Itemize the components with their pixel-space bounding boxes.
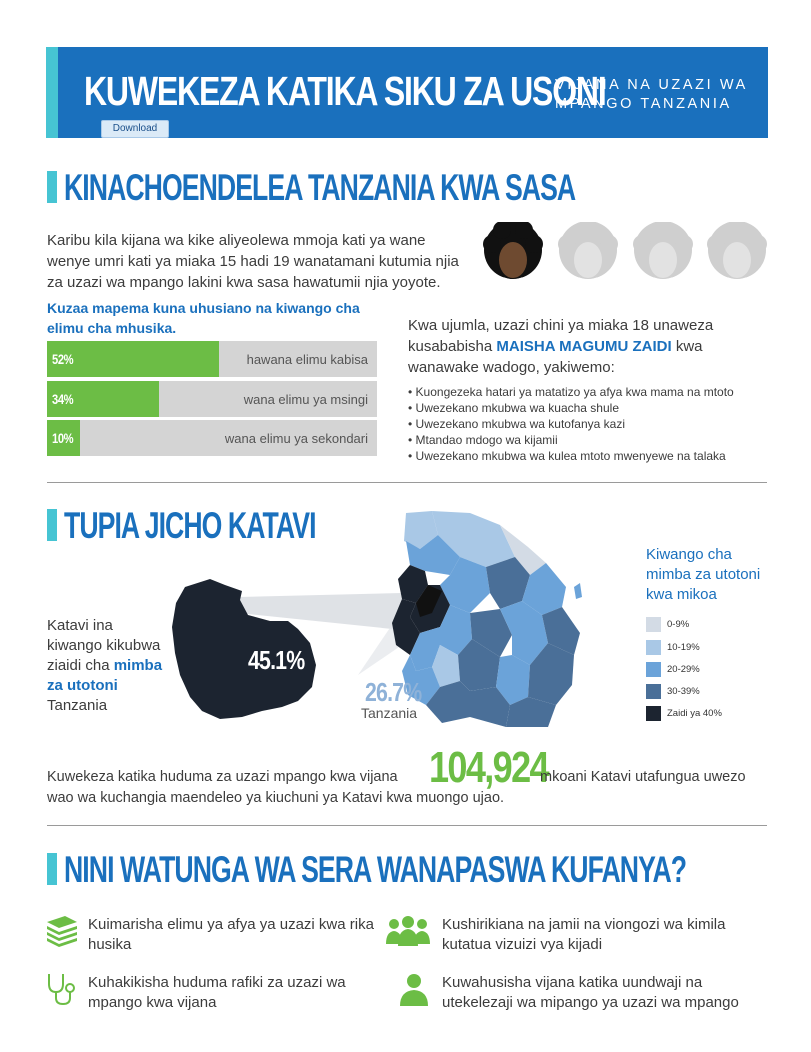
bar-percent: 10% <box>52 430 74 446</box>
consequences-list <box>408 384 798 464</box>
section-title-current: KINACHOENDELEA TANZANIA KWA SASA <box>64 167 576 208</box>
bar-label: wana elimu ya sekondari <box>224 431 368 446</box>
person-icon <box>397 972 431 1006</box>
books-icon <box>45 914 79 948</box>
list-item: • Uwezekano mkubwa wa kutofanya kazi <box>408 416 798 432</box>
section-title-katavi: TUPIA JICHO KATAVI <box>64 505 316 546</box>
legend-title: Kiwango cha mimba za utotoni kwa mikoa <box>646 546 761 603</box>
bar-percent: 34% <box>52 391 74 407</box>
bar-label: wana elimu ya msingi <box>243 392 368 407</box>
legend-swatch <box>646 684 661 699</box>
education-bar <box>47 381 377 417</box>
summary-highlight: MAISHA MAGUMU ZAIDI <box>496 338 672 355</box>
stethoscope-icon <box>45 972 79 1006</box>
legend-label: 30-39% <box>667 686 700 698</box>
download-button[interactable]: Download <box>101 120 169 138</box>
list-item: • Uwezekano mkubwa wa kuacha shule <box>408 400 798 416</box>
bars-heading: Kuzaa mapema kuna uhusiano na kiwango cha elimu cha mhusika. <box>47 300 360 336</box>
summary-before: Kwa ujumla, uzazi chini ya miaka 18 unaweza kusababisha <box>408 317 714 355</box>
header-accent-strip <box>46 47 58 138</box>
page-title: KUWEKEZA KATIKA SIKU ZA USONI <box>84 68 606 114</box>
tanzania-label: Tanzania <box>361 705 418 721</box>
divider <box>47 482 767 483</box>
legend-label: 10-19% <box>667 642 700 654</box>
intro-text: Karibu kila kijana wa kike aliyeolewa mmoja kati ya wane wenye umri kati ya miaka 15 hadi 19 wanatamani kutumia njia za uzazi wa mpango lakini kwa sasa hawatumii njia yoyote. <box>47 232 459 291</box>
list-item: • Uwezekano mkubwa wa kulea mtoto mwenyewe na talaka <box>408 448 798 464</box>
summary-text <box>408 315 738 378</box>
legend-item <box>646 662 700 677</box>
policy-item-text: Kuimarisha elimu ya afya ya uzazi kwa rika husika <box>88 916 374 953</box>
legend-item <box>646 640 700 655</box>
list-item: • Kuongezeka hatari ya matatizo ya afya kwa mama na mtoto <box>408 384 798 400</box>
education-bar <box>47 420 377 456</box>
avatar-grey <box>706 222 768 284</box>
legend-swatch <box>646 617 661 632</box>
summary-after: kwa wanawake wadogo, yakiwemo: <box>408 338 703 376</box>
section-marker <box>47 853 57 885</box>
avatar-highlighted <box>482 222 544 284</box>
katavi-percent: 45.1% <box>248 645 305 675</box>
policy-item-text: Kuwahusisha vijana katika uundwaji na utekelezaji wa mipango ya uzazi wa mpango <box>442 974 739 1011</box>
education-bar <box>47 341 377 377</box>
avatar-grey <box>632 222 694 284</box>
invest-text-after: mkoani Katavi utafungua uwezo wao wa kuchangia maendeleo ya kiuchuni ya Katavi kwa muongo ujao. <box>47 769 746 806</box>
legend-swatch <box>646 706 661 721</box>
legend-item <box>646 617 689 632</box>
avatar-grey <box>557 222 619 284</box>
legend-label: 0-9% <box>667 619 690 631</box>
section-marker <box>47 171 57 203</box>
policy-item-text: Kushirikiana na jamii na viongozi wa kimila kutatua vizuizi vya kijadi <box>442 916 726 953</box>
section-marker <box>47 509 57 541</box>
legend-swatch <box>646 640 661 655</box>
list-item: • Mtandao mdogo wa kijamii <box>408 432 798 448</box>
legend-label: Zaidi ya 40% <box>667 708 722 720</box>
group-icon <box>384 914 432 948</box>
policy-item-text: Kuhakikisha huduma rafiki za uzazi wa mpango kwa vijana <box>88 974 346 1011</box>
katavi-text-before: Katavi ina kiwango kikubwa ziaidi cha <box>47 617 161 674</box>
katavi-text-highlight: mimba za utotoni <box>47 657 163 694</box>
legend-label: 20-29% <box>667 664 700 676</box>
divider <box>47 825 767 826</box>
katavi-text-after: Tanzania <box>47 697 108 714</box>
section-title-policy: NINI WATUNGA WA SERA WANAPASWA KUFANYA? <box>64 849 687 890</box>
bar-label: hawana elimu kabisa <box>246 352 368 367</box>
page-subtitle: VIJANA NA UZAZI WA MPANGO TANZANIA <box>555 77 748 112</box>
katavi-text <box>47 616 172 716</box>
bar-percent: 52% <box>52 351 74 367</box>
invest-number: 104,924 <box>429 743 548 792</box>
invest-text-before: Kuwekeza katika huduma za uzazi mpango kwa vijana <box>47 769 398 785</box>
legend-item <box>646 706 722 721</box>
legend-swatch <box>646 662 661 677</box>
tanzania-percent: 26.7% <box>365 677 422 707</box>
legend-item <box>646 684 700 699</box>
